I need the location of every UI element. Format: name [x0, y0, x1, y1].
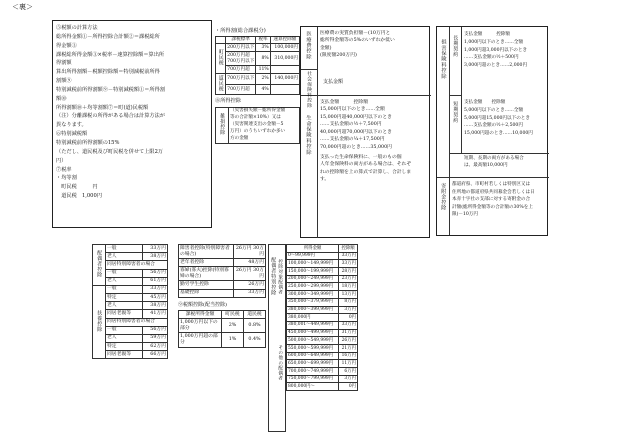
spouse-row-0-0: 一般: [106, 245, 143, 253]
medical-section: [300, 26, 430, 238]
tc-head-0: 課税所得金額: [179, 311, 222, 319]
tc-row-1-0: 1,000万円超の部分: [179, 333, 222, 347]
calc-line-19: 道民税 1,000円: [56, 193, 102, 200]
town-label: 町民税: [217, 49, 224, 66]
small-row-2-1: 26万円 30万円: [234, 267, 266, 281]
spousal-cell-8-1: 0円: [339, 314, 358, 322]
spousal-cell-2-0: 150,000〜199,999円: [287, 268, 339, 276]
calc-line-11: 異なります。: [56, 122, 87, 129]
life-note: [320, 154, 428, 184]
table-row: [287, 260, 358, 268]
spousal-cell-7-1: 3万円: [339, 306, 358, 314]
nonlife-section: [436, 26, 548, 236]
pref-row-0-0: 700万円以下: [226, 73, 256, 84]
table-row: [287, 321, 358, 329]
calc-line-2: 得金額③: [56, 42, 77, 49]
spousal-cell-11-0: 500,000〜549,999円: [287, 337, 339, 345]
dep-row-5-1: 56万円: [142, 326, 167, 334]
small-row-0-1: 26万円 30万円: [234, 245, 266, 259]
zasson-line-0: （災害損失額－総所得金額: [230, 108, 286, 114]
spousal-head-row: [287, 245, 358, 253]
spousal-cell-2-1: 28万円: [339, 268, 358, 276]
dep-row-6-0: 老人: [106, 334, 143, 342]
pref-row-0-2: 140,000円: [270, 73, 299, 84]
spousal-cell-0-0: 0〜99,999円: [287, 252, 339, 260]
calc-line-0: ⑤税額の計算方法: [56, 25, 98, 31]
medical-line-3: (限度額200万円): [320, 53, 357, 59]
rates-section: [215, 28, 300, 144]
spouse-row-1-1: 38万円: [142, 253, 167, 261]
life-label: 生命保険料控除: [305, 115, 312, 155]
life-row-4: ……支払金額の¼＋17,500円: [320, 137, 385, 143]
tc-head-1: 町民税: [222, 311, 244, 319]
spouse-table: [92, 244, 168, 359]
life-rows: [320, 106, 428, 151]
dep-row-3-1: 41万円: [142, 310, 167, 318]
spousal-label-b: その他の配偶者: [277, 345, 283, 381]
town-row-2-1: 11%: [256, 66, 271, 74]
small-table: [178, 244, 266, 298]
calc-line-4: 得割額: [56, 60, 72, 67]
calc-line-10: （注）分離課税の所得がある場合は計算方法が: [56, 113, 165, 120]
calc-line-17: ・均等割: [56, 175, 77, 182]
table-row: [287, 337, 358, 345]
small-row-3-0: 勤労学生控除: [179, 281, 234, 289]
calc-section: [52, 20, 212, 228]
dep-row-6-1: 59万円: [142, 334, 167, 342]
spouse-row-3-0: 一般: [106, 269, 143, 277]
donation-label: 寄附金控除: [440, 183, 447, 211]
spousal-cell-10-1: 31万円: [339, 329, 358, 337]
life-row-5: 70,000円超のとき……35,000円: [320, 144, 392, 150]
dep-row-0-1: 33万円: [142, 285, 167, 293]
life-note-line-2: れの控除額を上の算式で計算し、合計しま: [320, 169, 412, 175]
table-row: [287, 291, 358, 299]
calc-line-14: （ただし、道民税及び町民税を併せて上限2万: [56, 148, 164, 155]
dep-row-4-0: 同居特別障害者の場合: [106, 318, 168, 326]
spousal-cell-6-1: 8万円: [339, 298, 358, 306]
table-row: [287, 375, 358, 383]
donation-line-4: 限)－10万円: [452, 212, 479, 218]
donation-line-1: 住所地の都道府県共同募金会若しくは日: [452, 189, 535, 195]
pref-row-1-2: [270, 84, 299, 95]
table-row: [287, 360, 358, 368]
spousal-tbody: [287, 245, 358, 391]
spousal-head-0: 所得金額: [287, 245, 339, 253]
table-row: [287, 383, 358, 391]
long-row-3: 3,000円超のとき……2,000円: [464, 63, 528, 69]
both-note-line-0: 短期、長期の両方がある場合: [464, 156, 524, 161]
tc-row-1-1: 1%: [222, 333, 244, 347]
dep-row-0-0: 一般: [106, 285, 143, 293]
table-row: [287, 252, 358, 260]
spousal-cell-0-1: 33万円: [339, 252, 358, 260]
spousal-label-c: 配偶者特別控除: [270, 257, 277, 296]
dep-row-8-1: 66万円: [142, 351, 167, 359]
spousal-cell-14-1: 11万円: [339, 360, 358, 368]
spousal-cell-16-1: 3万円: [339, 375, 358, 383]
rates-head-1: 税率: [256, 36, 271, 44]
medical-line-2: 金額): [320, 45, 332, 51]
life-row-0: 15,000円以下のとき……全額: [320, 107, 385, 113]
spouse-section: [92, 244, 172, 359]
spousal-cell-5-0: 300,000〜349,999円: [287, 291, 339, 299]
life-note-line-1: 人年金保険料の両方がある場合は、それぞ: [320, 162, 412, 168]
zasson-label: 雑損控除: [219, 113, 226, 136]
small-section: [178, 244, 268, 348]
page-mark: ＜裏＞: [12, 3, 33, 11]
dep-row-7-0: 特定: [106, 343, 143, 351]
rates-title: ・所得割(総合課税分): [215, 28, 266, 34]
life-row-1: 15,000円超40,000円以下のとき: [320, 114, 392, 120]
town-row-0-1: 3%: [256, 44, 271, 52]
dependent-label: 扶養控除: [96, 309, 103, 332]
calc-line-3: 課税総所得金額③×税率－速算控除額＝算出所: [56, 51, 165, 58]
life-row-2: ……支払金額の½＋7,500円: [320, 122, 382, 128]
pref-row-1-1: 4%: [256, 84, 271, 95]
spouse-row-2-0: 同居特別障害者の場合: [106, 261, 168, 269]
table-row: [287, 344, 358, 352]
table-row: [287, 352, 358, 360]
town-row-1-2: 310,000円: [270, 52, 299, 66]
table-row: [287, 329, 358, 337]
small-row-4-1: 33万円: [234, 289, 266, 297]
dep-row-2-1: 38万円: [142, 302, 167, 310]
long-head-1: 控除額: [496, 32, 510, 37]
long-label: 長期契約: [452, 35, 459, 57]
tc-head-2: 道民税: [244, 311, 266, 319]
table-row: [287, 314, 358, 322]
spousal-cell-10-0: 450,000〜499,999円: [287, 329, 339, 337]
spousal-label-a: 控除対象配偶者: [277, 259, 283, 295]
donation-line-0: 都道府県、市町村若しくは特別区又は: [452, 182, 531, 187]
pref-row-0-1: 2%: [256, 73, 271, 84]
spouse-row-0-1: 33万円: [142, 245, 167, 253]
table-row: [287, 283, 358, 291]
life-note-line-3: す。: [320, 177, 330, 183]
dep-row-7-1: 62万円: [142, 343, 167, 351]
calc-line-1: 総所得金額①－所得控除合計額②＝課税総所: [56, 33, 160, 40]
spousal-cell-13-0: 600,000〜649,999円: [287, 352, 339, 360]
town-row-1-1: 8%: [256, 52, 271, 66]
spouse-row-4-0: 老人: [106, 277, 143, 285]
medical-line-1: 総所得金額等の5%のいずれか低い: [320, 38, 395, 44]
spousal-cell-15-0: 700,000〜749,999円: [287, 368, 339, 376]
short-row-2: 5,000円超15,000円以下のとき: [464, 115, 530, 121]
spousal-cell-4-0: 250,000〜299,999円: [287, 283, 339, 291]
medical-line-0: 医療費の実質負担額－(10万円と: [320, 31, 391, 36]
zasson-line-1: 等の合計額×10%）又は: [230, 115, 281, 121]
dep-row-3-0: 同居老親等: [106, 310, 143, 318]
pref-label: 道民税: [217, 74, 224, 92]
spousal-cell-11-1: 26万円: [339, 337, 358, 345]
dep-row-8-0: 同居老親等: [106, 351, 143, 359]
donation-line-2: 本赤十字社の支部に対する寄附金の合: [452, 197, 531, 203]
both-note-line-1: は、最高額10,000円: [464, 163, 508, 169]
spousal-table: [286, 244, 358, 391]
tc-row-1-2: 0.4%: [244, 333, 266, 347]
short-row-0: 支払金額 控除額: [464, 100, 506, 105]
spouse-row-4-1: 61万円: [142, 277, 167, 285]
medical-text: [320, 30, 395, 60]
zasson-text: [229, 107, 300, 144]
spouse-row-1-0: 老人: [106, 253, 143, 261]
social-text: 支払金額: [323, 79, 344, 85]
tax-credit-table: [178, 310, 266, 347]
table-row: [287, 298, 358, 306]
rates-table: [215, 36, 300, 96]
town-row-0-2: 100,000円: [270, 44, 299, 52]
donation-text: [452, 181, 535, 219]
short-rows: [464, 99, 533, 138]
spousal-cell-17-0: 800,000円〜: [287, 383, 339, 391]
spouse-row-3-1: 56万円: [142, 269, 167, 277]
zasson-line-2: （災害関連支出の金額－5: [230, 122, 284, 128]
pref-row-1-0: 700万円超: [226, 84, 256, 95]
dep-row-1-1: 45万円: [142, 294, 167, 302]
spousal-cell-14-0: 650,000〜699,999円: [287, 360, 339, 368]
life-note-line-0: 支払った生命保険料に、一般のもの個: [320, 154, 402, 160]
calc-line-15: 円）: [56, 157, 67, 164]
dep-row-1-0: 特定: [106, 294, 143, 302]
calc-line-18: 町民税 円: [56, 184, 98, 191]
zasson-line-4: 方の金額: [230, 136, 249, 141]
short-row-1: 5,000円以下のとき……全額: [464, 107, 524, 113]
calc-line-7: 特別減税前所得割額⑨－特別減税額①＝所得割: [56, 86, 165, 93]
small-row-0-0: 障害者控除(特別障害者の場合): [179, 245, 234, 259]
calc-lines: [56, 24, 165, 201]
spousal-cell-4-1: 18万円: [339, 283, 358, 291]
calc-line-8: 額⑩: [56, 95, 67, 102]
town-row-0-0: 200万円以下: [227, 45, 255, 51]
town-row-2-2: [270, 66, 299, 74]
social-label: 社会保険料控除: [305, 71, 311, 109]
spousal-cell-1-0: 100,000〜149,999円: [287, 260, 339, 268]
spousal-cell-13-1: 16万円: [339, 352, 358, 360]
small-row-1-1: 48万円: [234, 259, 266, 267]
short-row-3: ……支払金額の½＋2,500円: [464, 123, 523, 129]
rates-head-0: 課税標準: [226, 36, 256, 44]
calc-line-5: 算出所得割額－税額控除額＝特別減税前所得: [56, 69, 160, 76]
donation-line-3: 計額(総所得金額等の合計額の30%を上: [452, 204, 533, 210]
tax-credit-title: ⑨税額控除(配当控除): [178, 301, 227, 308]
deduction-title: ⑧所得控除: [215, 98, 241, 105]
spousal-cell-1-1: 33万円: [339, 260, 358, 268]
zasson-line-3: 万円）のうちいずれか多い: [230, 129, 286, 135]
town-row-1-0: 200万円超 700万円以下: [227, 52, 255, 64]
life-body: [320, 99, 428, 184]
spousal-cell-6-0: 350,000〜379,999円: [287, 298, 339, 306]
spouse-label: 配偶者控除: [96, 249, 103, 278]
small-row-1-0: 老年者控除: [179, 259, 234, 267]
life-row-3: 40,000円超70,000円以下のとき: [320, 129, 392, 135]
table-row: [287, 275, 358, 283]
table-row: [287, 306, 358, 314]
long-body: [464, 31, 527, 70]
long-row-0: 1,000円以下のとき……全額: [464, 39, 524, 45]
life-head-0: 支払金額: [320, 100, 340, 105]
table-row: [287, 368, 358, 376]
small-row-2-0: 寡婦(寡夫)控除(特別寡婦の場合): [179, 267, 234, 281]
small-row-4-0: 基礎控除: [179, 289, 234, 297]
calc-line-16: ⑦税率: [56, 166, 72, 173]
nonlife-label: 損害保険料控除: [440, 39, 447, 79]
spousal-cell-5-1: 13万円: [339, 291, 358, 299]
rates-head-2: 速算控除額: [270, 36, 299, 44]
spousal-cell-3-0: 200,000〜249,999円: [287, 275, 339, 283]
spousal-cell-15-1: 6万円: [339, 368, 358, 376]
long-row-2: ……支払金額の½＋500円: [464, 55, 519, 61]
spousal-cell-12-0: 550,000〜599,999円: [287, 344, 339, 352]
medical-label: 医療費控除: [305, 31, 312, 60]
long-head-0: 支払金額: [464, 32, 483, 37]
dep-row-2-0: 老人: [106, 302, 143, 310]
zasson-table: [215, 107, 300, 145]
life-head-1: 控除額: [353, 100, 369, 105]
tc-row-0-0: 1,000万円以下の部分: [179, 319, 222, 333]
spousal-cell-9-1: 33万円: [339, 321, 358, 329]
short-row-4: 15,000円超のとき……10,000円: [464, 131, 533, 137]
calc-line-9: 所得割額⑩＋均等割額⑦＝町(道)民税額: [56, 104, 149, 111]
dep-row-5-0: 一般: [106, 326, 143, 334]
small-row-3-1: 26万円: [234, 281, 266, 289]
spousal-cell-17-1: 0円: [339, 383, 358, 391]
spousal-cell-3-1: 23万円: [339, 275, 358, 283]
spousal-cell-7-0: 380,000〜399,999円: [287, 306, 339, 314]
spousal-cell-9-0: 380,001〜449,999円: [287, 321, 339, 329]
spousal-cell-8-0: 380,000円: [287, 314, 339, 322]
calc-line-12: ⑥特別減税額: [56, 131, 88, 138]
table-row: [287, 268, 358, 276]
long-rows: [464, 39, 527, 70]
spousal-cell-12-1: 21万円: [339, 344, 358, 352]
both-note: [464, 155, 524, 170]
calc-line-13: 特別減税前所得割額の15%: [56, 139, 120, 146]
spousal-cell-16-0: 750,000〜799,999円: [287, 375, 339, 383]
short-label: 短期契約: [452, 101, 459, 123]
tc-row-0-2: 0.8%: [244, 319, 266, 333]
spousal-head-1: 控除額: [339, 245, 358, 253]
town-row-2-0: 700万円超: [226, 66, 256, 74]
tc-row-0-1: 2%: [222, 319, 244, 333]
long-row-1: 1,000円超3,000円以下のとき: [464, 47, 528, 53]
calc-line-6: 割額⑨: [56, 78, 72, 85]
spousal-special-section: [268, 244, 356, 432]
